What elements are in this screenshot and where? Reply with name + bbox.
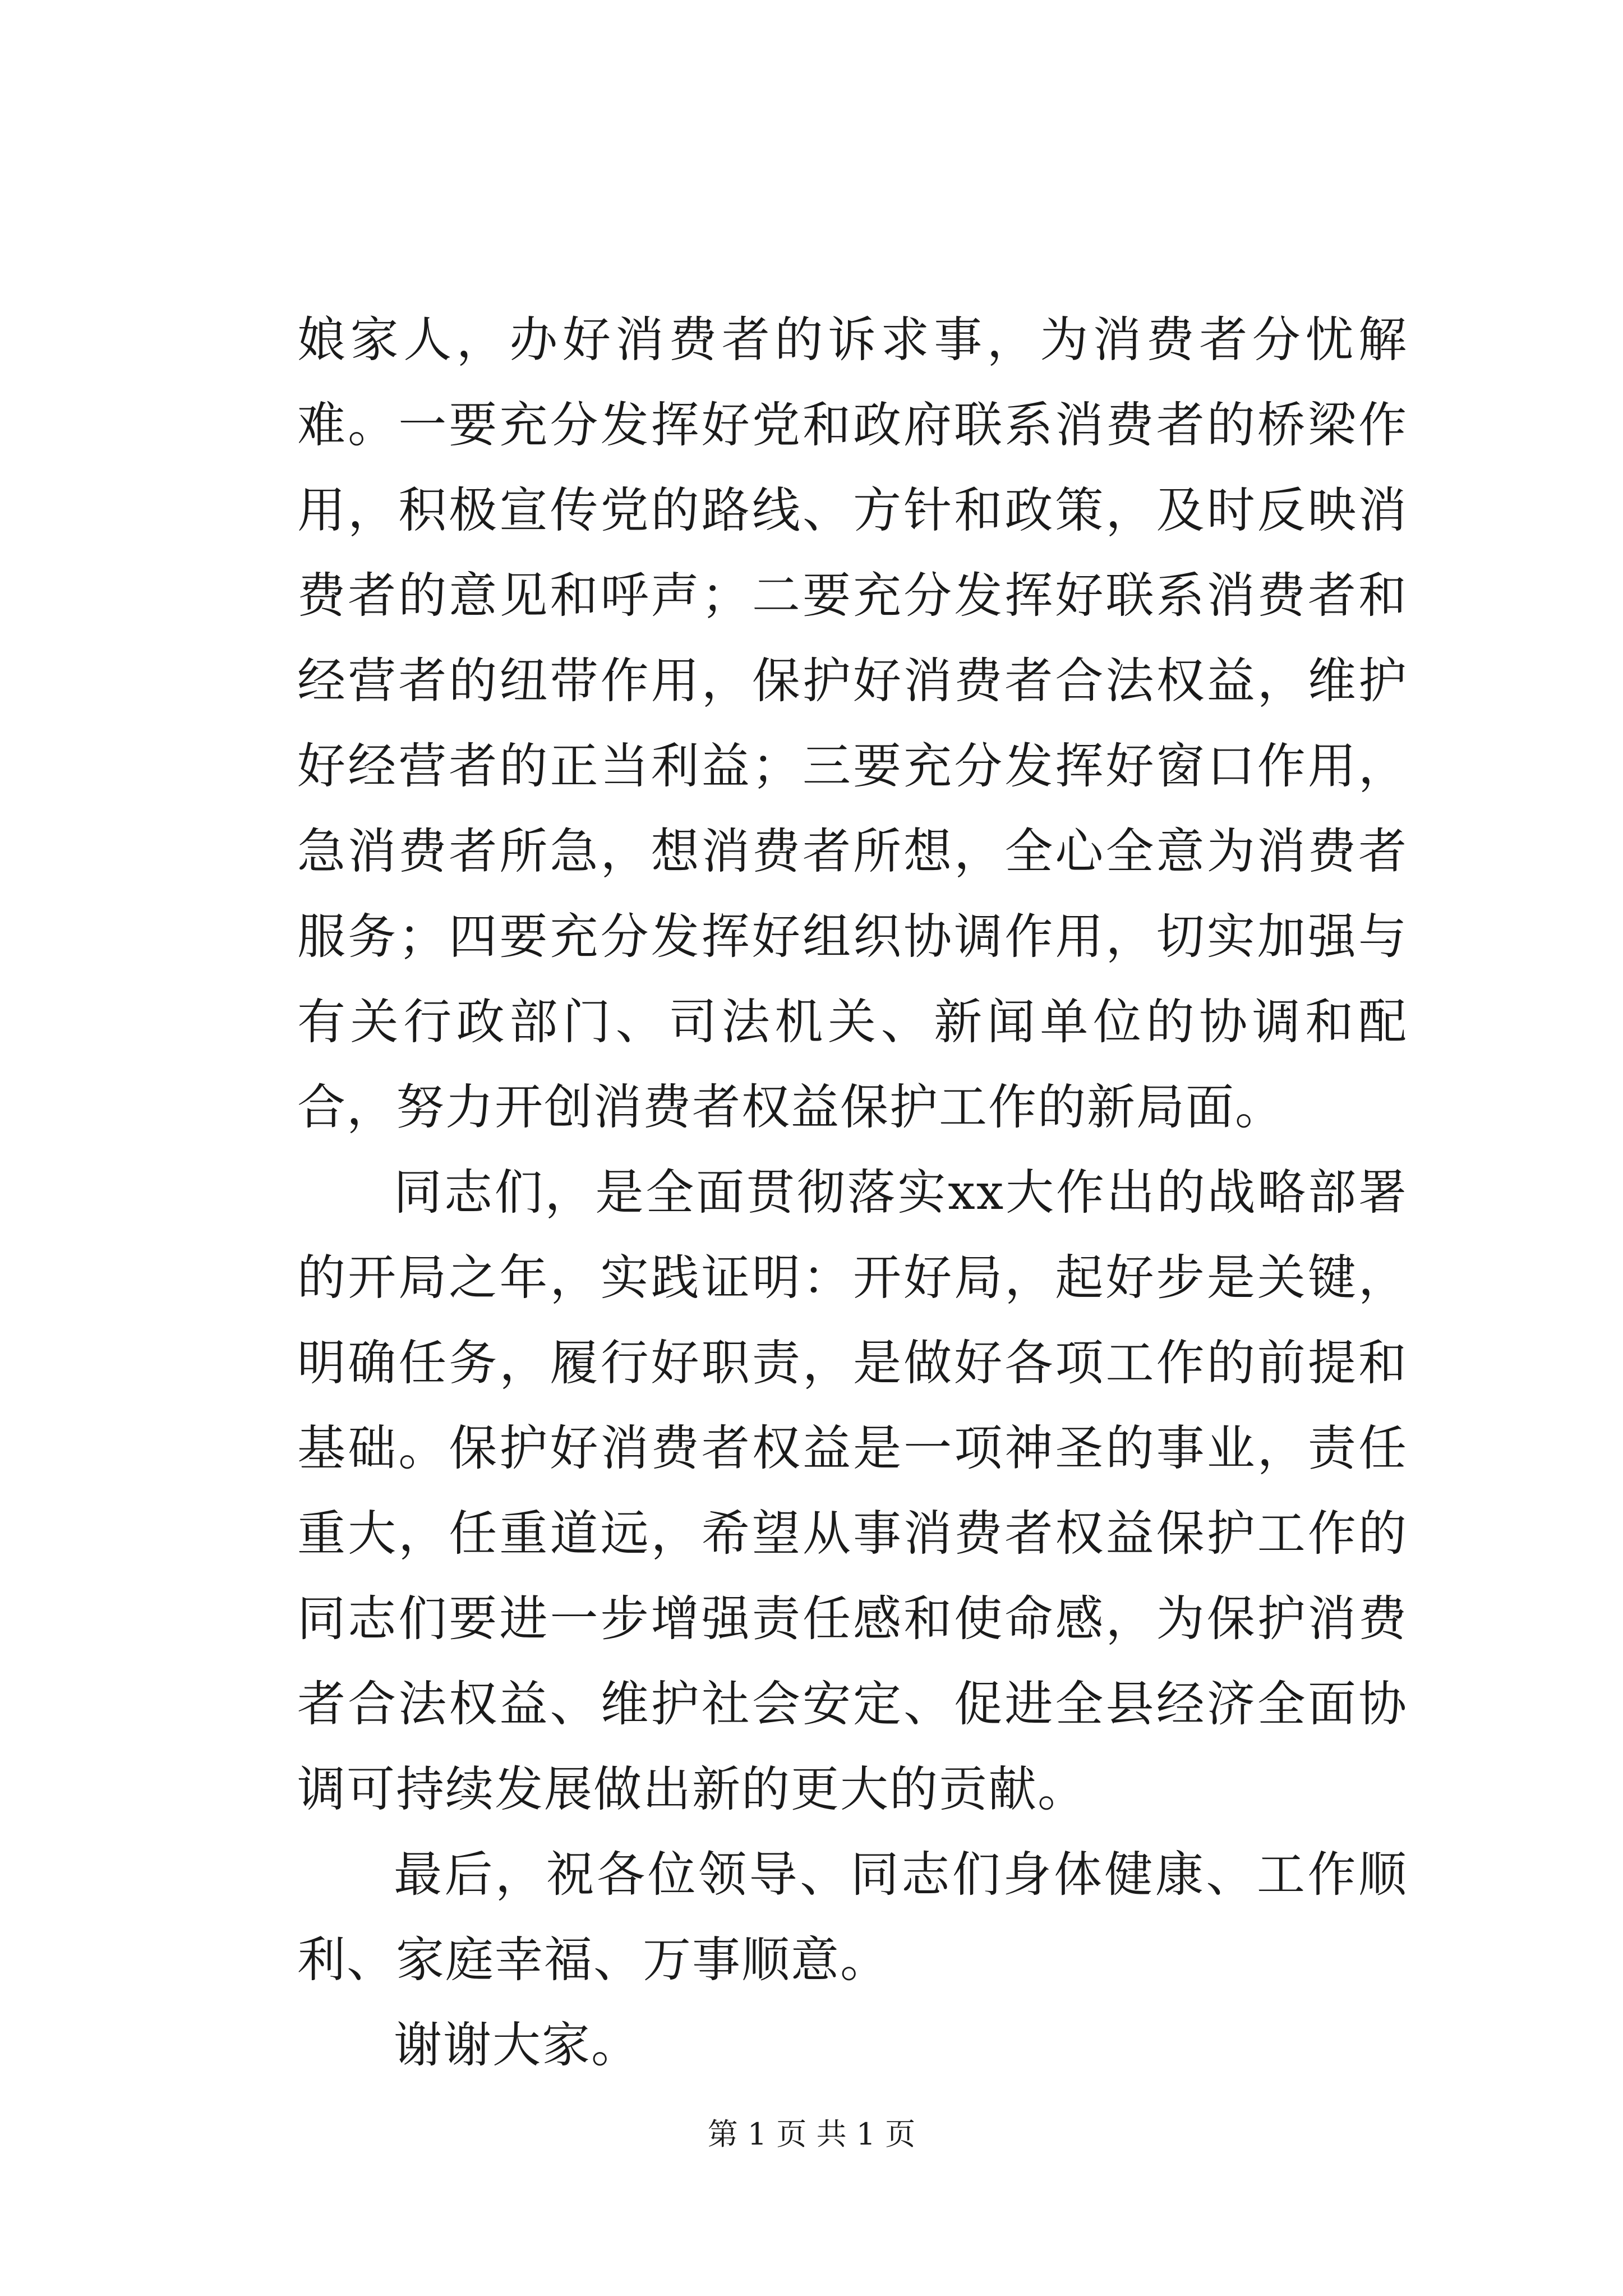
paragraph-closing-wishes: 最后，祝各位领导、同志们身体健康、工作顺利、家庭幸福、万事顺意。 <box>297 1847 1408 1988</box>
document-body <box>297 297 1408 2088</box>
page-number-footer: 第 1 页 共 1 页 <box>707 2116 916 2152</box>
paragraph-thanks: 谢谢大家。 <box>394 2017 640 2073</box>
paragraph-continuation: 娘家人，办好消费者的诉求事，为消费者分忧解难。一要充分发挥好党和政府联系消费者的桥梁作用，积极宣传党的路线、方针和政策，及时反映消费者的意见和呼声；二要充分发挥好联系消费者和经营者的纽带作用，保护好消费者合法权益，维护好经营者的正当利益；三要充分发挥好窗口作用，急消费者所急，想消费者所想，全心全意为消费者服务；四要充分发挥好组织协调作用，切实加强与有关行政部门、司法机关、新闻单位的协调和配合，努力开创消费者权益保护工作的新局面。 <box>297 312 1408 1135</box>
paragraph-comrades: 同志们，是全面贯彻落实xx大作出的战略部署的开局之年，实践证明：开好局，起好步是关键，明确任务，履行好职责，是做好各项工作的前提和基础。保护好消费者权益是一项神圣的事业，责任重大，任重道远，希望从事消费者权益保护工作的同志们要进一步增强责任感和使命感，为保护消费者合法权益、维护社会安定、促进全县经济全面协调可持续发展做出新的更大的贡献。 <box>297 1165 1408 1818</box>
